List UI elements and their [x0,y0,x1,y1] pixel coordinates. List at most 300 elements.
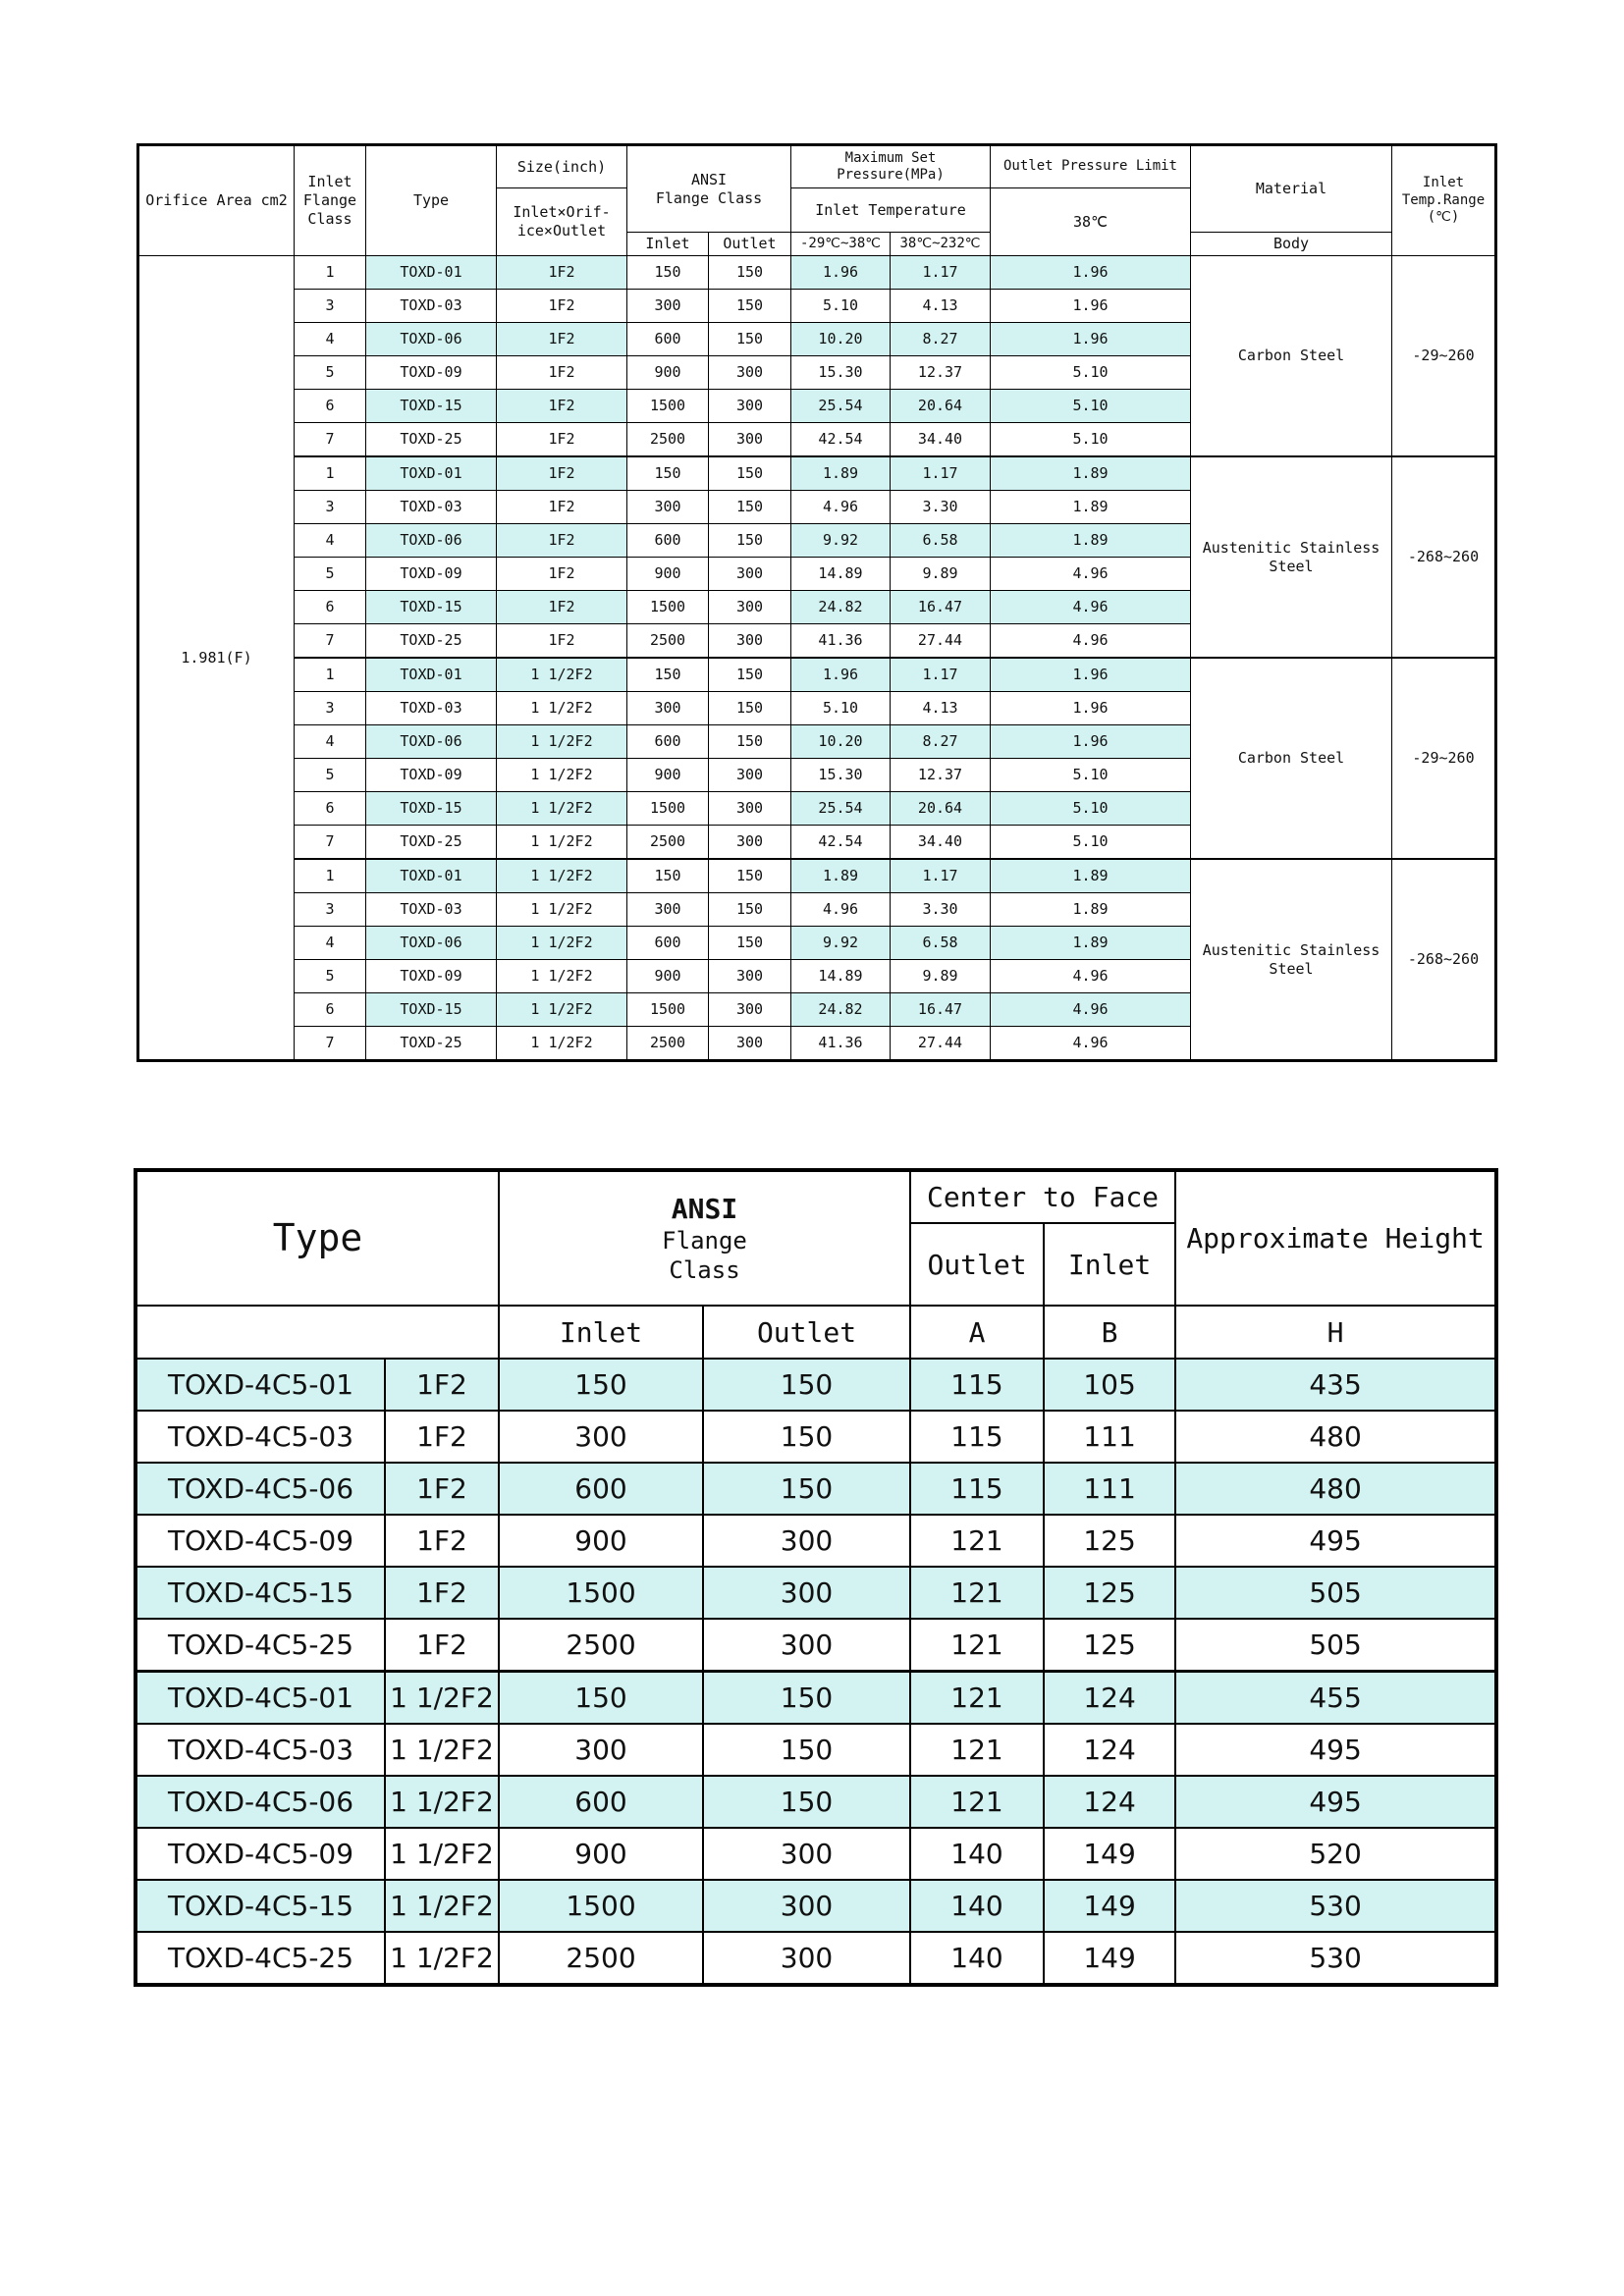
cell-ansi-outlet: 300 [703,1619,910,1672]
cell-b: 111 [1044,1463,1175,1515]
approx-height-header: Approximate Height [1175,1170,1496,1306]
cell-outlet-limit: 1.89 [991,893,1191,927]
cell-ansi-outlet: 150 [703,1463,910,1515]
cell-type: TOXD-03 [366,893,497,927]
cell-pressure-high: 27.44 [891,1027,991,1061]
cell-b: 124 [1044,1672,1175,1725]
cell-ansi-inlet: 600 [627,323,709,356]
cell-pressure-low: 42.54 [791,826,891,860]
cell-outlet-limit: 5.10 [991,423,1191,457]
cell-b: 149 [1044,1828,1175,1880]
cell-pressure-high: 4.13 [891,290,991,323]
cell-type: TOXD-06 [366,524,497,558]
ansi-header-line1: ANSI [690,170,728,188]
ansi-outlet-header: Outlet [703,1306,910,1359]
table-row [135,1776,1496,1828]
cell-size: 1 1/2F2 [385,1828,499,1880]
cell-b: 149 [1044,1880,1175,1932]
cell-pressure-high: 8.27 [891,725,991,759]
cell-class: 6 [295,792,366,826]
cell-a: 140 [910,1932,1044,1985]
cell-type: TOXD-01 [366,859,497,893]
cell-ansi-inlet: 1500 [627,390,709,423]
cell-size: 1F2 [497,491,627,524]
cell-h: 435 [1175,1359,1496,1411]
orifice-area-value: 1.981(F) [138,256,295,1061]
cell-outlet-limit: 5.10 [991,759,1191,792]
cell-ansi-outlet: 300 [709,792,791,826]
cell-type: TOXD-4C5-15 [135,1567,385,1619]
cell-b: 125 [1044,1567,1175,1619]
cell-ansi-outlet: 150 [709,290,791,323]
cell-ansi-outlet: 300 [703,1932,910,1985]
cell-class: 1 [295,658,366,692]
cell-pressure-low: 25.54 [791,792,891,826]
cell-class: 4 [295,927,366,960]
cell-type: TOXD-09 [366,356,497,390]
cell-ansi-outlet: 300 [709,390,791,423]
cell-size: 1F2 [497,256,627,290]
cell-type: TOXD-25 [366,1027,497,1061]
cell-class: 1 [295,256,366,290]
max-set-pressure-header: Maximum Set Pressure(MPa) [791,145,991,188]
cell-type: TOXD-03 [366,491,497,524]
outlet-header: Outlet [910,1223,1044,1306]
cell-pressure-high: 1.17 [891,859,991,893]
cell-type: TOXD-06 [366,323,497,356]
a-header: A [910,1306,1044,1359]
cell-ansi-outlet: 150 [709,859,791,893]
cell-a: 121 [910,1724,1044,1776]
ansi-outlet-header: Outlet [709,233,791,256]
type-header: Type [135,1170,499,1306]
cell-type: TOXD-09 [366,759,497,792]
cell-type: TOXD-06 [366,927,497,960]
cell-size: 1 1/2F2 [385,1724,499,1776]
table-row [135,1359,1496,1411]
cell-pressure-low: 24.82 [791,993,891,1027]
cell-size: 1F2 [497,323,627,356]
cell-pressure-low: 1.96 [791,658,891,692]
table-row [138,658,1496,692]
cell-class: 4 [295,725,366,759]
cell-b: 125 [1044,1515,1175,1567]
cell-ansi-inlet: 900 [627,356,709,390]
cell-pressure-low: 9.92 [791,927,891,960]
cell-pressure-high: 1.17 [891,658,991,692]
temp-range-value: -29~260 [1392,658,1496,859]
cell-ansi-inlet: 600 [627,725,709,759]
cell-ansi-inlet: 150 [627,859,709,893]
cell-ansi-inlet: 900 [627,759,709,792]
temp-range-2-header: 38℃~232℃ [891,233,991,256]
cell-pressure-low: 25.54 [791,390,891,423]
cell-type: TOXD-4C5-06 [135,1776,385,1828]
cell-ansi-outlet: 300 [703,1567,910,1619]
cell-pressure-low: 14.89 [791,558,891,591]
size-sub-header: Inlet×Orif-ice×Outlet [497,188,627,256]
cell-a: 121 [910,1515,1044,1567]
cell-class: 1 [295,456,366,491]
cell-size: 1F2 [385,1619,499,1672]
temp-range-value: -268~260 [1392,859,1496,1061]
cell-type: TOXD-25 [366,624,497,659]
cell-b: 124 [1044,1724,1175,1776]
cell-class: 5 [295,558,366,591]
cell-outlet-limit: 1.89 [991,456,1191,491]
cell-class: 3 [295,692,366,725]
cell-a: 140 [910,1880,1044,1932]
cell-ansi-inlet: 1500 [499,1880,703,1932]
cell-pressure-high: 34.40 [891,423,991,457]
cell-type: TOXD-4C5-09 [135,1828,385,1880]
cell-size: 1 1/2F2 [497,893,627,927]
cell-ansi-inlet: 150 [499,1359,703,1411]
cell-size: 1 1/2F2 [497,759,627,792]
cell-type: TOXD-01 [366,256,497,290]
cell-pressure-high: 4.13 [891,692,991,725]
cell-ansi-inlet: 2500 [627,423,709,457]
cell-pressure-high: 16.47 [891,591,991,624]
b-header: B [1044,1306,1175,1359]
cell-h: 505 [1175,1619,1496,1672]
dimension-table [134,1168,1498,1987]
cell-size: 1F2 [385,1359,499,1411]
ansi-inlet-header: Inlet [627,233,709,256]
cell-h: 530 [1175,1932,1496,1985]
type-header: Type [366,145,497,256]
temp-range-value: -268~260 [1392,456,1496,658]
cell-size: 1 1/2F2 [497,725,627,759]
cell-ansi-inlet: 1500 [627,993,709,1027]
cell-ansi-inlet: 150 [499,1672,703,1725]
cell-ansi-outlet: 150 [703,1359,910,1411]
cell-size: 1F2 [497,390,627,423]
cell-outlet-limit: 1.89 [991,927,1191,960]
cell-outlet-limit: 1.96 [991,692,1191,725]
cell-pressure-low: 41.36 [791,1027,891,1061]
cell-size: 1 1/2F2 [385,1776,499,1828]
cell-ansi-outlet: 150 [709,658,791,692]
cell-type: TOXD-03 [366,692,497,725]
cell-type: TOXD-15 [366,792,497,826]
cell-size: 1F2 [497,591,627,624]
cell-outlet-limit: 1.96 [991,658,1191,692]
cell-b: 149 [1044,1932,1175,1985]
cell-ansi-inlet: 900 [499,1515,703,1567]
cell-ansi-inlet: 2500 [627,1027,709,1061]
table-row [135,1932,1496,1985]
table-row [135,1567,1496,1619]
cell-type: TOXD-09 [366,558,497,591]
cell-a: 115 [910,1411,1044,1463]
cell-size: 1F2 [385,1411,499,1463]
table-row [135,1411,1496,1463]
cell-ansi-outlet: 150 [703,1411,910,1463]
cell-ansi-outlet: 150 [709,323,791,356]
cell-ansi-outlet: 300 [709,423,791,457]
cell-ansi-outlet: 300 [703,1880,910,1932]
cell-pressure-low: 1.89 [791,456,891,491]
cell-type: TOXD-4C5-03 [135,1724,385,1776]
cell-size: 1 1/2F2 [497,993,627,1027]
cell-a: 121 [910,1672,1044,1725]
flange-label: Flange [662,1227,747,1255]
cell-pressure-high: 16.47 [891,993,991,1027]
cell-h: 480 [1175,1411,1496,1463]
cell-class: 5 [295,759,366,792]
material-value: Austenitic Stainless Steel [1191,859,1392,1061]
cell-pressure-low: 9.92 [791,524,891,558]
table-row [135,1619,1496,1672]
cell-pressure-high: 9.89 [891,558,991,591]
cell-class: 3 [295,893,366,927]
type-blank-cell [135,1306,499,1359]
ansi-inlet-header: Inlet [499,1306,703,1359]
cell-outlet-limit: 1.89 [991,524,1191,558]
body-header: Body [1191,233,1392,256]
temp-range-value: -29~260 [1392,256,1496,457]
table-row [138,859,1496,893]
cell-pressure-low: 15.30 [791,356,891,390]
cell-class: 7 [295,1027,366,1061]
inlet-flange-class-header: Inlet Flange Class [295,145,366,256]
table-row [135,1672,1496,1725]
center-to-face-header: Center to Face [910,1170,1175,1223]
cell-class: 7 [295,826,366,860]
cell-outlet-limit: 5.10 [991,356,1191,390]
cell-class: 7 [295,423,366,457]
cell-ansi-outlet: 300 [709,356,791,390]
cell-class: 3 [295,290,366,323]
cell-ansi-outlet: 300 [709,1027,791,1061]
cell-pressure-low: 1.89 [791,859,891,893]
cell-pressure-low: 41.36 [791,624,891,659]
cell-outlet-limit: 1.96 [991,323,1191,356]
ansi-flange-class-header [499,1170,910,1306]
size-header: Size(inch) [497,145,627,188]
cell-ansi-outlet: 300 [709,759,791,792]
cell-pressure-low: 1.96 [791,256,891,290]
cell-ansi-inlet: 2500 [627,826,709,860]
cell-type: TOXD-15 [366,591,497,624]
table-row [135,1828,1496,1880]
cell-size: 1F2 [497,456,627,491]
cell-pressure-low: 4.96 [791,893,891,927]
cell-type: TOXD-09 [366,960,497,993]
cell-class: 5 [295,960,366,993]
cell-type: TOXD-4C5-15 [135,1880,385,1932]
cell-ansi-outlet: 300 [709,624,791,659]
inlet-temp-range-header: Inlet Temp.Range (℃) [1392,145,1496,256]
cell-size: 1 1/2F2 [497,792,627,826]
orifice-area-header: Orifice Area cm2 [138,145,295,256]
cell-ansi-outlet: 150 [709,927,791,960]
table-row [135,1724,1496,1776]
temp-range-1-header: -29℃~38℃ [791,233,891,256]
cell-pressure-low: 42.54 [791,423,891,457]
cell-ansi-outlet: 150 [703,1672,910,1725]
h-header: H [1175,1306,1496,1359]
cell-pressure-high: 3.30 [891,893,991,927]
cell-ansi-outlet: 300 [703,1515,910,1567]
cell-ansi-inlet: 600 [499,1776,703,1828]
cell-class: 4 [295,524,366,558]
cell-outlet-limit: 1.89 [991,491,1191,524]
cell-ansi-inlet: 300 [499,1411,703,1463]
cell-pressure-low: 10.20 [791,725,891,759]
cell-a: 121 [910,1776,1044,1828]
cell-ansi-outlet: 150 [703,1776,910,1828]
cell-a: 121 [910,1619,1044,1672]
inlet-header: Inlet [1044,1223,1175,1306]
cell-size: 1F2 [497,624,627,659]
cell-type: TOXD-4C5-03 [135,1411,385,1463]
table-row [135,1880,1496,1932]
cell-class: 6 [295,390,366,423]
cell-ansi-inlet: 300 [499,1724,703,1776]
cell-ansi-inlet: 2500 [627,624,709,659]
cell-size: 1 1/2F2 [497,1027,627,1061]
cell-size: 1F2 [385,1463,499,1515]
cell-pressure-high: 27.44 [891,624,991,659]
cell-pressure-low: 24.82 [791,591,891,624]
cell-ansi-inlet: 300 [627,290,709,323]
inlet-temperature-header: Inlet Temperature [791,188,991,233]
cell-pressure-low: 4.96 [791,491,891,524]
cell-pressure-high: 3.30 [891,491,991,524]
material-header: Material [1191,145,1392,233]
cell-pressure-low: 14.89 [791,960,891,993]
pressure-spec-table [136,143,1497,1062]
cell-h: 495 [1175,1776,1496,1828]
cell-size: 1 1/2F2 [497,960,627,993]
cell-ansi-inlet: 600 [499,1463,703,1515]
cell-ansi-inlet: 150 [627,658,709,692]
cell-pressure-high: 8.27 [891,323,991,356]
cell-ansi-outlet: 150 [709,725,791,759]
cell-ansi-inlet: 1500 [627,792,709,826]
cell-type: TOXD-25 [366,423,497,457]
material-value: Austenitic Stainless Steel [1191,456,1392,658]
cell-pressure-low: 5.10 [791,692,891,725]
cell-class: 1 [295,859,366,893]
cell-size: 1F2 [497,558,627,591]
cell-pressure-high: 20.64 [891,792,991,826]
cell-pressure-low: 5.10 [791,290,891,323]
outlet-temp-header: 38℃ [991,188,1191,256]
table-row [138,256,1496,290]
cell-size: 1F2 [385,1567,499,1619]
cell-ansi-inlet: 300 [627,893,709,927]
cell-pressure-high: 34.40 [891,826,991,860]
cell-pressure-high: 6.58 [891,927,991,960]
cell-h: 495 [1175,1515,1496,1567]
cell-type: TOXD-01 [366,658,497,692]
cell-h: 455 [1175,1672,1496,1725]
cell-size: 1 1/2F2 [385,1880,499,1932]
cell-class: 4 [295,323,366,356]
cell-h: 480 [1175,1463,1496,1515]
ansi-label: ANSI [671,1193,738,1225]
cell-outlet-limit: 5.10 [991,390,1191,423]
cell-outlet-limit: 4.96 [991,558,1191,591]
cell-ansi-outlet: 300 [703,1828,910,1880]
cell-ansi-outlet: 300 [709,591,791,624]
ansi-header-line2: Flange Class [655,188,763,207]
cell-class: 6 [295,591,366,624]
cell-pressure-high: 1.17 [891,456,991,491]
table-row [135,1515,1496,1567]
cell-ansi-outlet: 150 [709,893,791,927]
cell-size: 1 1/2F2 [497,927,627,960]
cell-size: 1F2 [497,290,627,323]
outlet-pressure-limit-header: Outlet Pressure Limit [991,145,1191,188]
cell-a: 115 [910,1359,1044,1411]
cell-pressure-low: 15.30 [791,759,891,792]
cell-ansi-outlet: 300 [709,558,791,591]
ansi-header [627,145,791,233]
cell-h: 520 [1175,1828,1496,1880]
cell-ansi-outlet: 300 [709,826,791,860]
cell-ansi-outlet: 150 [709,456,791,491]
cell-size: 1 1/2F2 [497,658,627,692]
cell-ansi-inlet: 900 [627,960,709,993]
class-label: Class [669,1256,740,1284]
material-value: Carbon Steel [1191,658,1392,859]
cell-b: 105 [1044,1359,1175,1411]
cell-type: TOXD-15 [366,993,497,1027]
cell-b: 124 [1044,1776,1175,1828]
cell-type: TOXD-4C5-06 [135,1463,385,1515]
cell-type: TOXD-03 [366,290,497,323]
cell-ansi-inlet: 900 [499,1828,703,1880]
cell-ansi-outlet: 300 [709,960,791,993]
cell-size: 1F2 [497,423,627,457]
material-value: Carbon Steel [1191,256,1392,457]
cell-ansi-inlet: 2500 [499,1932,703,1985]
cell-ansi-outlet: 150 [709,256,791,290]
cell-ansi-inlet: 150 [627,256,709,290]
cell-type: TOXD-4C5-01 [135,1359,385,1411]
cell-pressure-high: 20.64 [891,390,991,423]
cell-type: TOXD-4C5-25 [135,1932,385,1985]
cell-outlet-limit: 4.96 [991,1027,1191,1061]
cell-type: TOXD-06 [366,725,497,759]
cell-class: 3 [295,491,366,524]
cell-h: 495 [1175,1724,1496,1776]
cell-ansi-inlet: 1500 [499,1567,703,1619]
cell-pressure-high: 12.37 [891,356,991,390]
cell-class: 6 [295,993,366,1027]
cell-ansi-inlet: 150 [627,456,709,491]
cell-size: 1 1/2F2 [385,1672,499,1725]
cell-h: 530 [1175,1880,1496,1932]
cell-size: 1F2 [385,1515,499,1567]
cell-b: 125 [1044,1619,1175,1672]
cell-type: TOXD-25 [366,826,497,860]
cell-pressure-high: 12.37 [891,759,991,792]
cell-ansi-inlet: 2500 [499,1619,703,1672]
cell-type: TOXD-15 [366,390,497,423]
cell-pressure-high: 9.89 [891,960,991,993]
table-row [138,456,1496,491]
cell-outlet-limit: 4.96 [991,993,1191,1027]
cell-ansi-inlet: 1500 [627,591,709,624]
cell-a: 140 [910,1828,1044,1880]
cell-type: TOXD-4C5-01 [135,1672,385,1725]
table-row [135,1463,1496,1515]
